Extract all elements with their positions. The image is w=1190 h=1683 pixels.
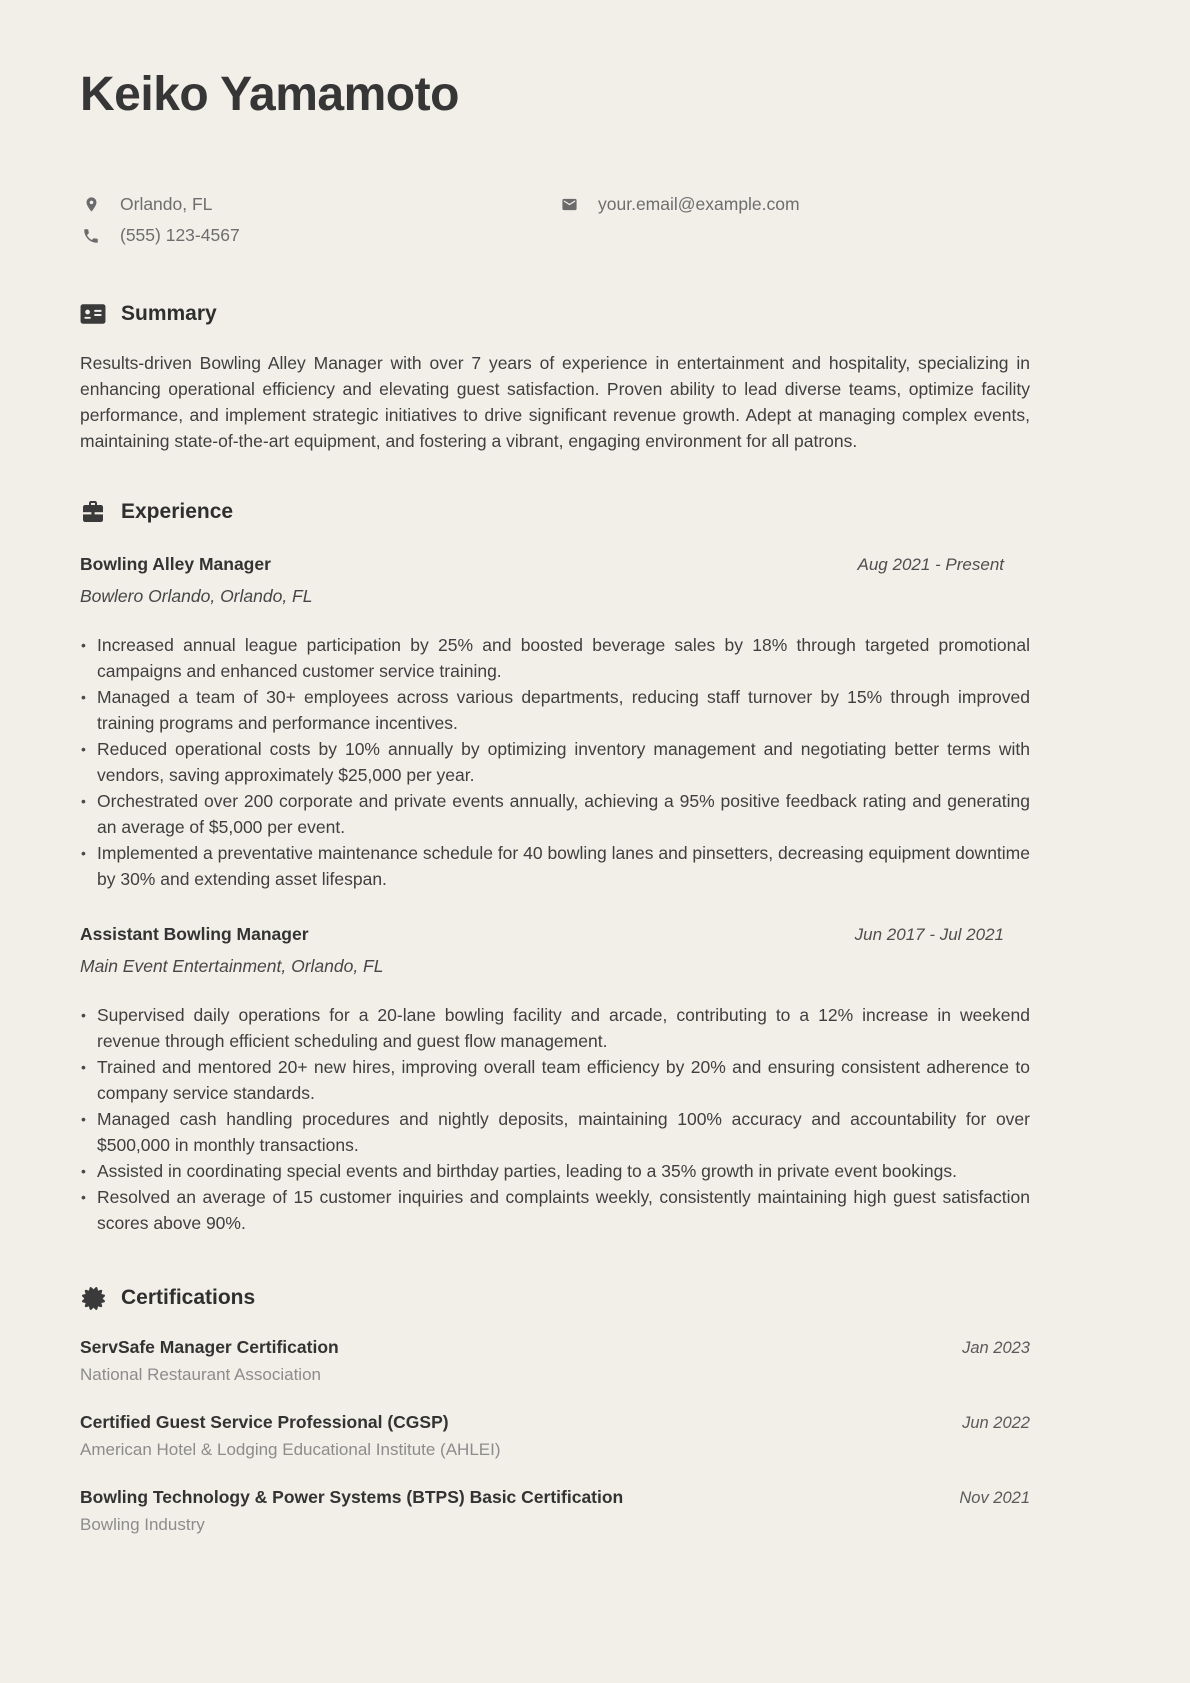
contact-location: [80, 194, 558, 215]
job-header: [80, 554, 1030, 575]
certifications-heading-label: Certifications: [121, 1286, 256, 1310]
certification-entry: [80, 1412, 1030, 1460]
certification-name: Bowling Technology & Power Systems (BTPS) Basic Certification: [80, 1487, 624, 1508]
contact-email-text: your.email@example.com: [598, 194, 800, 215]
job-bullet-list: [80, 632, 1030, 892]
certification-issuer: American Hotel & Lodging Educational Institute (AHLEI): [80, 1440, 501, 1460]
map-pin-icon: [80, 194, 102, 215]
certification-entry: [80, 1487, 1030, 1535]
contact-location-text: Orlando, FL: [120, 194, 213, 215]
phone-icon: [80, 227, 102, 245]
job-entry: [80, 924, 1030, 1236]
job-bullet: • Resolved an average of 15 customer inquiries and complaints weekly, consistently maintaining high guest satisfaction scores above 90%.: [80, 1184, 1030, 1236]
certification-header: [80, 1412, 1030, 1433]
job-bullet: • Reduced operational costs by 10% annually by optimizing inventory management and negotiating better terms with vendors, saving approximately $25,000 per year.: [80, 736, 1030, 788]
contact-phone: [80, 225, 558, 246]
envelope-icon: [558, 196, 580, 213]
job-bullet: • Implemented a preventative maintenance schedule for 40 bowling lanes and pinsetters, decreasing equipment downtime by 30% and extending asset lifespan.: [80, 840, 1030, 892]
certifications-section: [80, 1286, 1030, 1535]
certification-entry: [80, 1337, 1030, 1385]
job-bullet-list: [80, 1002, 1030, 1236]
certification-date: Jan 2023: [962, 1339, 1030, 1358]
certification-date: Jun 2022: [962, 1414, 1030, 1433]
job-company: Bowlero Orlando, Orlando, FL: [80, 586, 313, 607]
job-title: Assistant Bowling Manager: [80, 924, 309, 945]
experience-section: [80, 500, 1030, 1236]
job-header: [80, 924, 1030, 945]
certificate-seal-icon: [80, 1287, 106, 1310]
job-dates: Jun 2017 - Jul 2021: [854, 925, 1004, 945]
certification-date: Nov 2021: [959, 1489, 1030, 1508]
job-bullet: • Supervised daily operations for a 20-lane bowling facility and arcade, contributing to a 12% increase in weekend revenue through efficient scheduling and guest flow management.: [80, 1002, 1030, 1054]
job-entry: [80, 554, 1030, 892]
job-bullet: • Orchestrated over 200 corporate and private events annually, achieving a 95% positive feedback rating and generating an average of $5,000 per event.: [80, 788, 1030, 840]
certifications-heading: [80, 1286, 1030, 1310]
certification-header: [80, 1487, 1030, 1508]
contact-email: [558, 194, 1030, 215]
summary-text: Results-driven Bowling Alley Manager with over 7 years of experience in entertainment and hospitality, specializing in enhancing operational efficiency and elevating guest satisfaction. Proven ability to lead diverse teams, optimize facility performance, and implement strategic initiatives to drive significant revenue growth. Adept at managing complex events, maintaining state-of-the-art equipment, and fostering a vibrant, engaging environment for all patrons.: [80, 353, 1030, 452]
summary-heading-label: Summary: [121, 302, 217, 326]
experience-heading: [80, 500, 1030, 524]
job-dates: Aug 2021 - Present: [857, 555, 1004, 575]
job-company: Main Event Entertainment, Orlando, FL: [80, 956, 384, 977]
summary-section: [80, 302, 1030, 454]
id-card-icon: [80, 303, 106, 325]
certification-name: Certified Guest Service Professional (CGSP): [80, 1412, 449, 1433]
job-bullet: • Increased annual league participation by 25% and boosted beverage sales by 18% through targeted promotional campaigns and enhanced customer service training.: [80, 632, 1030, 684]
summary-heading: [80, 302, 1030, 326]
experience-heading-label: Experience: [121, 500, 234, 524]
certification-name: ServSafe Manager Certification: [80, 1337, 339, 1358]
job-title: Bowling Alley Manager: [80, 554, 271, 575]
certification-header: [80, 1337, 1030, 1358]
page-title: Keiko Yamamoto: [80, 68, 459, 121]
job-bullet: • Assisted in coordinating special events and birthday parties, leading to a 35% growth in private event bookings.: [80, 1158, 1030, 1184]
job-bullet: • Managed cash handling procedures and nightly deposits, maintaining 100% accuracy and accountability for over $500,000 in monthly transactions.: [80, 1106, 1030, 1158]
contact-phone-text: (555) 123-4567: [120, 225, 240, 246]
certification-issuer: National Restaurant Association: [80, 1365, 321, 1385]
contact-block: [80, 194, 1030, 246]
job-bullet: • Trained and mentored 20+ new hires, improving overall team efficiency by 20% and ensuring consistent adherence to company service standards.: [80, 1054, 1030, 1106]
job-bullet: • Managed a team of 30+ employees across various departments, reducing staff turnover by 15% through improved training programs and performance incentives.: [80, 684, 1030, 736]
briefcase-icon: [80, 501, 106, 523]
certification-issuer: Bowling Industry: [80, 1515, 205, 1535]
